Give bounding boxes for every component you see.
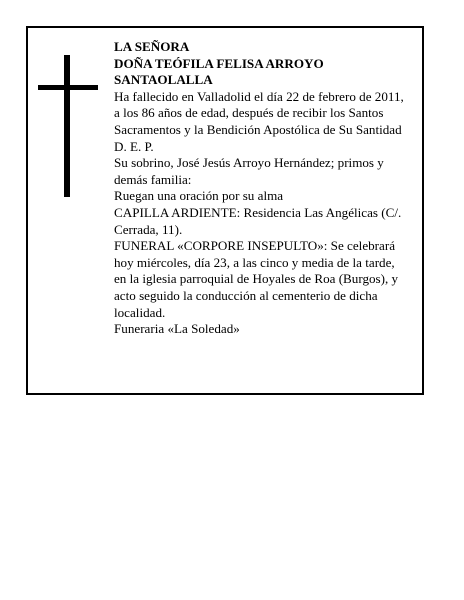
body-line: Ha fallecido en Valladolid el día 22 de febrero de 2011,: [114, 88, 404, 104]
cross-icon: [38, 55, 98, 197]
body-line: hoy miércoles, día 23, a las cinco y media de la tarde,: [114, 254, 395, 270]
body-line: Su sobrino, José Jesús Arroyo Hernández; primos y: [114, 155, 384, 171]
heading-name: DOÑA TEÓFILA FELISA ARROYO: [114, 55, 324, 71]
body-line: localidad.: [114, 304, 166, 320]
body-line: D. E. P.: [114, 138, 154, 154]
cross-horizontal-bar: [38, 85, 98, 90]
body-line: FUNERAL «CORPORE INSEPULTO»: Se celebrará: [114, 238, 396, 254]
body-line: en la iglesia parroquial de Hoyales de Roa (Burgos), y: [114, 271, 399, 287]
body-line: acto seguido la conducción al cementerio de dicha: [114, 287, 378, 303]
heading-surname: SANTAOLALLA: [114, 72, 213, 88]
body-line: Cerrada, 11).: [114, 221, 183, 237]
body-line: a los 86 años de edad, después de recibir los Santos: [114, 105, 384, 121]
body-line: CAPILLA ARDIENTE: Residencia Las Angélicas (C/.: [114, 204, 402, 220]
body-line: Ruegan una oración por su alma: [114, 188, 284, 204]
heading-title: LA SEÑORA: [114, 39, 190, 54]
cross-vertical-bar: [64, 55, 70, 197]
body-line: Funeraria «La Soledad»: [114, 321, 240, 337]
obituary-text: [114, 39, 420, 338]
body-line: Sacramentos y la Bendición Apostólica de Su Santidad: [114, 121, 402, 137]
body-line: demás familia:: [114, 171, 192, 187]
